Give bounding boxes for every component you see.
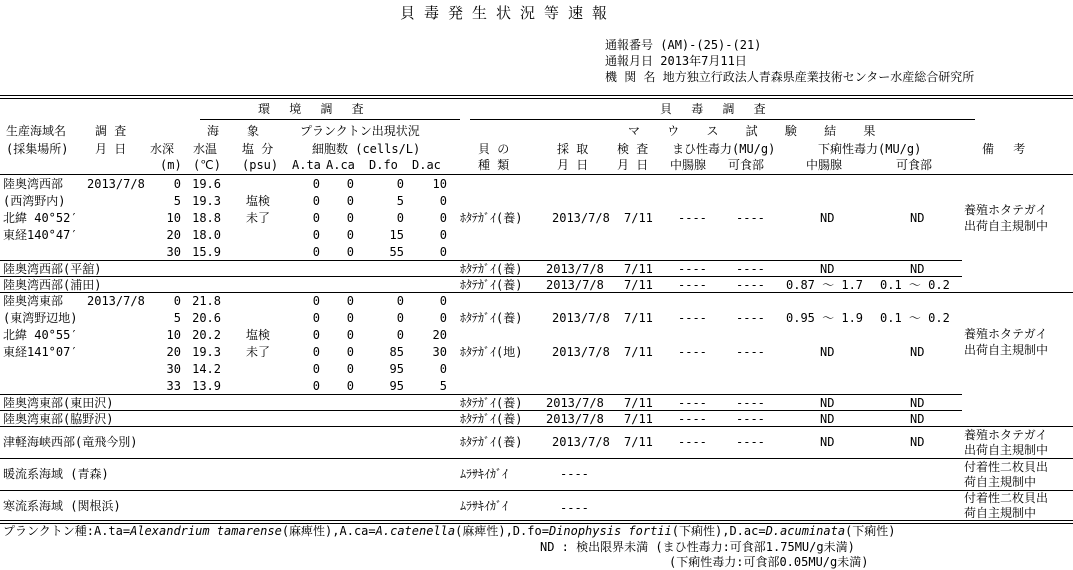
sampling-date: 2013/7/8 xyxy=(546,278,604,292)
area-name: 陸奥湾東部 xyxy=(3,294,64,308)
aca-count: 0 xyxy=(346,194,354,208)
dac-count: 5 xyxy=(439,379,447,393)
sampling-date: 2013/7/8 xyxy=(546,396,604,410)
area-location: (西湾野内) xyxy=(3,194,66,208)
water-temp: 18.8 xyxy=(192,211,221,225)
remarks: 養殖ホタテガイ xyxy=(964,203,1048,217)
longitude: 東経140°47′ xyxy=(3,228,78,242)
remarks: 荷自主規制中 xyxy=(964,475,1037,489)
shellfish-species: ﾎﾀﾃｶﾞｲ(養) xyxy=(460,412,523,426)
area-name: 陸奥湾西部 xyxy=(3,177,64,191)
dac-count: 0 xyxy=(439,294,447,308)
psp-edible: ---- xyxy=(736,311,765,325)
dfo-count: 95 xyxy=(389,379,404,393)
depth-value: 5 xyxy=(173,311,181,325)
sampling-date: 2013/7/8 xyxy=(552,435,610,449)
ata-count: 0 xyxy=(312,211,320,225)
shellfish-species: ﾎﾀﾃｶﾞｲ(養) xyxy=(460,311,523,325)
shellfish-species: ﾎﾀﾃｶﾞｲ(養) xyxy=(460,396,523,410)
depth-value: 33 xyxy=(166,379,181,393)
water-temp: 21.8 xyxy=(192,294,221,308)
remarks: 出荷自主規制中 xyxy=(964,219,1049,233)
aca-count: 0 xyxy=(346,211,354,225)
header-dsp: 下痢性毒力(MU/g) xyxy=(818,142,922,156)
inspection-date: 7/11 xyxy=(624,278,653,292)
header-salinity: 塩 分 xyxy=(242,142,274,156)
report-org: 機 関 名 地方独立行政法人青森県産業技術センター水産総合研究所 xyxy=(605,70,975,84)
depth-value: 0 xyxy=(173,177,181,191)
psp-result: ---- xyxy=(560,467,589,481)
dsp-gland: 0.87 ～ 1.7 xyxy=(786,278,864,292)
depth-value: 10 xyxy=(166,211,181,225)
header-mouse-test: マ ウ ス 試 験 結 果 xyxy=(628,124,886,138)
area-name: 陸奥湾東部(東田沢) xyxy=(3,396,114,410)
dfo-count: 0 xyxy=(396,328,404,342)
sampling-date: 2013/7/8 xyxy=(552,345,610,359)
sampling-date: 2013/7/8 xyxy=(552,211,610,225)
nd-note-dsp: (下痢性毒力:可食部0.05MU/g未満) xyxy=(669,555,869,569)
psp-gland: ---- xyxy=(678,278,707,292)
dac-count: 20 xyxy=(432,328,447,342)
shellfish-species: ﾎﾀﾃｶﾞｲ(養) xyxy=(460,435,523,449)
depth-value: 30 xyxy=(166,362,181,376)
psp-edible: ---- xyxy=(736,412,765,426)
water-temp: 14.2 xyxy=(192,362,221,376)
water-temp: 20.6 xyxy=(192,311,221,325)
dac-count: 10 xyxy=(432,177,447,191)
header-depth: 水深 xyxy=(150,142,175,156)
inspection-date: 7/11 xyxy=(624,262,653,276)
aca-count: 0 xyxy=(346,328,354,342)
header-date-sub: 月 日 xyxy=(95,142,127,156)
survey-date: 2013/7/8 xyxy=(87,294,145,308)
area-location: (東湾野辺地) xyxy=(3,311,78,325)
aca-count: 0 xyxy=(346,294,354,308)
dac-count: 0 xyxy=(439,245,447,259)
shellfish-species: ﾎﾀﾃｶﾞｲ(地) xyxy=(460,345,523,359)
depth-value: 20 xyxy=(166,228,181,242)
dac-count: 0 xyxy=(439,362,447,376)
plankton-legend: プランクトン種:A.ta=Alexandrium tamarense(麻痺性),A.ca=A.catenella(麻痺性),D.fo=Dinophysis fortii(下痢性),D.ac=D.acuminata(下痢性) xyxy=(3,524,896,538)
remarks: 養殖ホタテガイ xyxy=(964,428,1048,442)
shellfish-species: ﾎﾀﾃｶﾞｲ(養) xyxy=(460,278,523,292)
area-name: 陸奥湾西部(浦田) xyxy=(3,278,102,292)
ata-count: 0 xyxy=(312,245,320,259)
salinity-status: 塩検 xyxy=(246,194,271,208)
header-psp-gland: 中腸腺 xyxy=(670,158,707,172)
dsp-gland: ND xyxy=(820,345,835,359)
aca-count: 0 xyxy=(346,177,354,191)
psp-edible: ---- xyxy=(736,396,765,410)
env-survey-header: 環 境 調 査 xyxy=(258,102,370,116)
area-name: 寒流系海域 (関根浜) xyxy=(3,499,121,513)
header-cells: 細胞数 (cells/L) xyxy=(312,142,421,156)
water-temp: 19.6 xyxy=(192,177,221,191)
dac-count: 0 xyxy=(439,311,447,325)
water-temp: 20.2 xyxy=(192,328,221,342)
dsp-edible: ND xyxy=(910,345,925,359)
dsp-gland: ND xyxy=(820,211,835,225)
header-area: 生産海域名 xyxy=(6,124,67,138)
dfo-count: 15 xyxy=(389,228,404,242)
dfo-count: 0 xyxy=(396,311,404,325)
water-temp: 19.3 xyxy=(192,345,221,359)
dac-count: 30 xyxy=(432,345,447,359)
psp-gland: ---- xyxy=(678,262,707,276)
dac-count: 0 xyxy=(439,228,447,242)
remarks: 出荷自主規制中 xyxy=(964,343,1049,357)
dsp-gland: ND xyxy=(820,435,835,449)
dsp-gland: 0.95 ～ 1.9 xyxy=(786,311,864,325)
dsp-edible: ND xyxy=(910,262,925,276)
header-species: 貝 の xyxy=(478,142,510,156)
psp-edible: ---- xyxy=(736,262,765,276)
dsp-gland: ND xyxy=(820,412,835,426)
sampling-date: 2013/7/8 xyxy=(546,412,604,426)
inspection-date: 7/11 xyxy=(624,345,653,359)
page-title: 貝毒発生状況等速報 xyxy=(400,4,617,22)
header-dsp-gland: 中腸腺 xyxy=(806,158,843,172)
depth-value: 5 xyxy=(173,194,181,208)
dsp-edible: ND xyxy=(910,412,925,426)
water-temp: 15.9 xyxy=(192,245,221,259)
depth-value: 10 xyxy=(166,328,181,342)
report-number: 通報番号 (AM)-(25)-(21) xyxy=(605,38,762,52)
shellfish-species: ﾑﾗｻｷｲｶﾞｲ xyxy=(460,499,509,513)
psp-edible: ---- xyxy=(736,345,765,359)
header-salinity-unit: (psu) xyxy=(242,158,279,172)
ata-count: 0 xyxy=(312,194,320,208)
ata-count: 0 xyxy=(312,311,320,325)
dsp-gland: ND xyxy=(820,396,835,410)
inspection-date: 7/11 xyxy=(624,211,653,225)
water-temp: 19.3 xyxy=(192,194,221,208)
ata-count: 0 xyxy=(312,328,320,342)
header-dsp-edible: 可食部 xyxy=(896,158,933,172)
latitude: 北緯 40°55′ xyxy=(3,328,78,342)
dac-count: 0 xyxy=(439,211,447,225)
water-temp: 13.9 xyxy=(192,379,221,393)
psp-gland: ---- xyxy=(678,396,707,410)
header-sampling-sub: 月 日 xyxy=(557,158,589,172)
dsp-edible: 0.1 ～ 0.2 xyxy=(880,278,950,292)
dsp-edible: ND xyxy=(910,435,925,449)
header-ata: A.ta xyxy=(292,158,321,172)
salinity-status: 未了 xyxy=(246,345,271,359)
survey-date: 2013/7/8 xyxy=(87,177,145,191)
dsp-edible: 0.1 ～ 0.2 xyxy=(880,311,950,325)
psp-edible: ---- xyxy=(736,435,765,449)
sampling-date: 2013/7/8 xyxy=(546,262,604,276)
water-temp: 18.0 xyxy=(192,228,221,242)
dsp-gland: ND xyxy=(820,262,835,276)
psp-gland: ---- xyxy=(678,412,707,426)
psp-gland: ---- xyxy=(678,345,707,359)
inspection-date: 7/11 xyxy=(624,311,653,325)
header-species-sub: 種 類 xyxy=(478,158,510,172)
inspection-date: 7/11 xyxy=(624,412,653,426)
header-psp-edible: 可食部 xyxy=(728,158,765,172)
longitude: 東経141°07′ xyxy=(3,345,78,359)
header-remarks: 備 考 xyxy=(982,142,1032,156)
header-date: 調 査 xyxy=(95,124,127,138)
remarks: 養殖ホタテガイ xyxy=(964,327,1048,341)
shellfish-species: ﾎﾀﾃｶﾞｲ(養) xyxy=(460,211,523,225)
sampling-date: 2013/7/8 xyxy=(552,311,610,325)
ata-count: 0 xyxy=(312,362,320,376)
dfo-count: 5 xyxy=(396,194,404,208)
ata-count: 0 xyxy=(312,379,320,393)
salinity-status: 未了 xyxy=(246,211,271,225)
inspection-date: 7/11 xyxy=(624,396,653,410)
dsp-edible: ND xyxy=(910,211,925,225)
header-temp-unit: (℃) xyxy=(193,158,221,172)
ata-count: 0 xyxy=(312,228,320,242)
aca-count: 0 xyxy=(346,362,354,376)
psp-gland: ---- xyxy=(678,311,707,325)
area-name: 陸奥湾西部(平舘) xyxy=(3,262,102,276)
dac-count: 0 xyxy=(439,194,447,208)
salinity-status: 塩検 xyxy=(246,328,271,342)
header-kai: 海 xyxy=(207,124,220,138)
header-aca: A.ca xyxy=(326,158,355,172)
header-temp: 水温 xyxy=(193,142,218,156)
psp-gland: ---- xyxy=(678,211,707,225)
report-date: 通報月日 2013年7月11日 xyxy=(605,54,747,68)
remarks: 付着性二枚貝出 xyxy=(964,460,1049,474)
dfo-count: 0 xyxy=(396,294,404,308)
dfo-count: 0 xyxy=(396,177,404,191)
dsp-edible: ND xyxy=(910,396,925,410)
psp-result: ---- xyxy=(560,501,589,515)
header-depth-unit: (m) xyxy=(160,158,182,172)
depth-value: 30 xyxy=(166,245,181,259)
latitude: 北緯 40°52′ xyxy=(3,211,78,225)
aca-count: 0 xyxy=(346,345,354,359)
aca-count: 0 xyxy=(346,228,354,242)
area-name: 暖流系海域 (青森) xyxy=(3,467,109,481)
ata-count: 0 xyxy=(312,177,320,191)
dfo-count: 55 xyxy=(389,245,404,259)
ata-count: 0 xyxy=(312,294,320,308)
psp-edible: ---- xyxy=(736,278,765,292)
shellfish-species: ﾑﾗｻｷｲｶﾞｲ xyxy=(460,467,509,481)
header-inspection: 検 査 xyxy=(617,142,649,156)
header-area-sub: (採集場所) xyxy=(6,142,69,156)
inspection-date: 7/11 xyxy=(624,435,653,449)
depth-value: 0 xyxy=(173,294,181,308)
shellfish-species: ﾎﾀﾃｶﾞｲ(養) xyxy=(460,262,523,276)
psp-edible: ---- xyxy=(736,211,765,225)
aca-count: 0 xyxy=(346,311,354,325)
ata-count: 0 xyxy=(312,345,320,359)
aca-count: 0 xyxy=(346,379,354,393)
header-plankton: プランクトン出現状況 xyxy=(300,124,420,138)
header-inspection-sub: 月 日 xyxy=(617,158,649,172)
aca-count: 0 xyxy=(346,245,354,259)
depth-value: 20 xyxy=(166,345,181,359)
header-psp: まひ性毒力(MU/g) xyxy=(672,142,776,156)
header-dfo: D.fo xyxy=(369,158,398,172)
header-sampling: 採 取 xyxy=(557,142,589,156)
psp-gland: ---- xyxy=(678,435,707,449)
dfo-count: 85 xyxy=(389,345,404,359)
shellfish-survey-header: 貝 毒 調 査 xyxy=(660,102,772,116)
dfo-count: 95 xyxy=(389,362,404,376)
header-sho: 象 xyxy=(247,124,260,138)
remarks: 荷自主規制中 xyxy=(964,506,1037,520)
area-name: 津軽海峡西部(竜飛今別) xyxy=(3,435,138,449)
nd-note: ND : 検出限界未満 (まひ性毒力:可食部1.75MU/g未満) xyxy=(540,540,855,554)
dfo-count: 0 xyxy=(396,211,404,225)
header-dac: D.ac xyxy=(412,158,441,172)
remarks: 付着性二枚貝出 xyxy=(964,491,1049,505)
area-name: 陸奥湾東部(脇野沢) xyxy=(3,412,114,426)
remarks: 出荷自主規制中 xyxy=(964,443,1049,457)
